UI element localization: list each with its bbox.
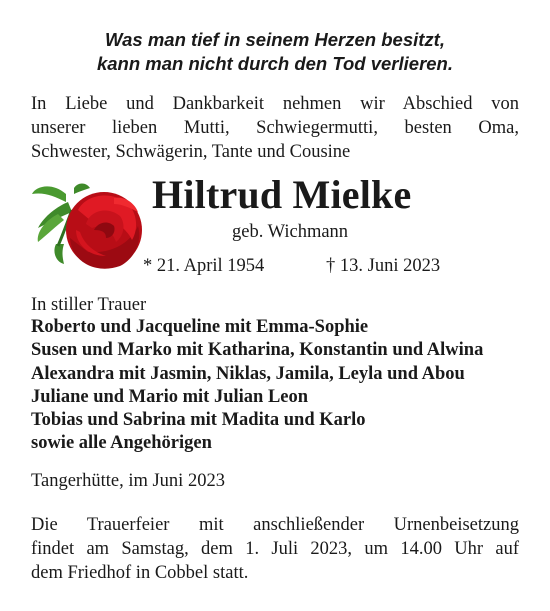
service-line: dem Friedhof in Cobbel statt. xyxy=(31,563,249,583)
service-info xyxy=(31,513,519,585)
red-rose-icon xyxy=(28,180,150,276)
mourners-list xyxy=(31,316,531,456)
intro-text xyxy=(31,92,519,164)
motto-line: Was man tief in seinem Herzen besitzt, xyxy=(105,29,445,50)
motto xyxy=(0,28,550,76)
mourner-line: sowie alle Angehörigen xyxy=(31,433,212,454)
motto-line: kann man nicht durch den Tod verlieren. xyxy=(96,53,454,74)
mourner-line: Susen und Marko mit Katharina, Konstantin und Alwina xyxy=(31,340,484,361)
birth-name: geb. Wichmann xyxy=(232,222,349,242)
death-date: † 13. Juni 2023 xyxy=(326,256,441,276)
place-date: Tangerhütte, im Juni 2023 xyxy=(31,471,225,491)
mourner-line: Alexandra mit Jasmin, Niklas, Jamila, Leyla und Abou xyxy=(31,363,465,384)
mourner-line: Tobias und Sabrina mit Madita und Karlo xyxy=(31,410,366,431)
birth-date: * 21. April 1954 xyxy=(143,256,265,276)
mourner-line: Roberto und Jacqueline mit Emma-Sophie xyxy=(31,317,369,337)
intro-line: Schwester, Schwägerin, Tante und Cousine xyxy=(31,142,351,162)
deceased-name: Hiltrud Mielke xyxy=(152,172,412,217)
intro-line: In Liebe und Dankbarkeit nehmen wir Abschied von xyxy=(31,94,519,114)
service-line: findet am Samstag, dem 1. Juli 2023, um 14.00 Uhr auf xyxy=(31,539,519,559)
service-line: Die Trauerfeier mit anschließender Urnenbeisetzung xyxy=(31,515,519,535)
mourner-line: Juliane und Mario mit Julian Leon xyxy=(31,386,309,407)
intro-line: unserer lieben Mutti, Schwiegermutti, besten Oma, xyxy=(31,118,519,138)
mourning-heading: In stiller Trauer xyxy=(31,295,147,315)
